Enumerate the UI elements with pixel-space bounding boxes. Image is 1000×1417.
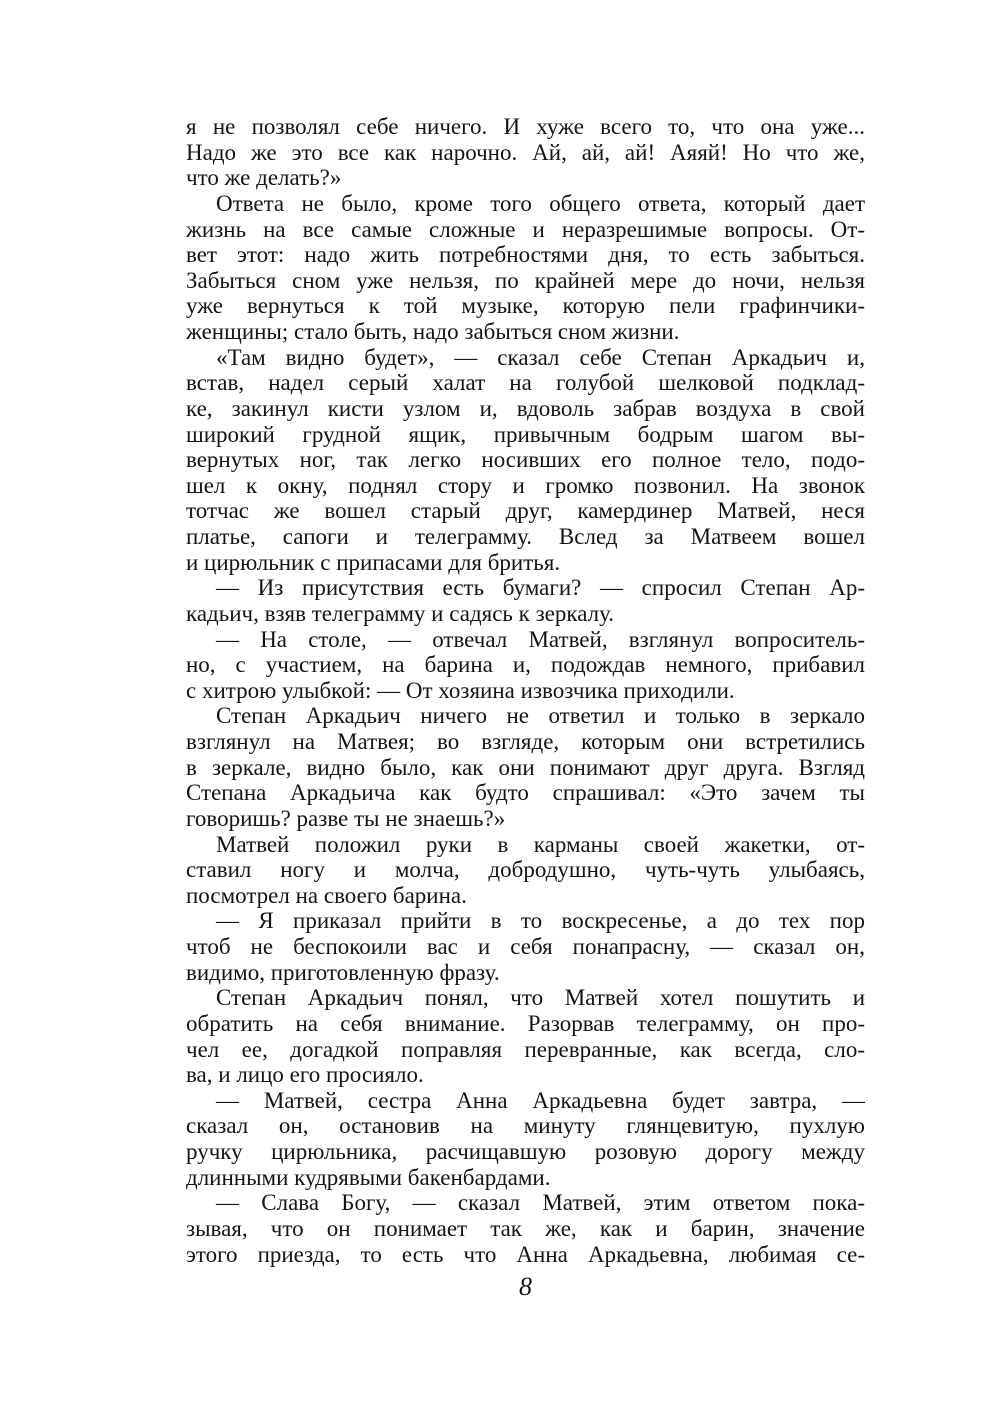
text-line: чтоб не беспокоили вас и себя понапрасну, — сказал он,	[186, 934, 865, 959]
page-number: 8	[519, 1272, 532, 1301]
text-line: взглянул на Матвея; во взгляде, которым они встретились	[186, 729, 865, 754]
text-line: но, с участием, на барина и, подождав немного, прибавил	[186, 652, 865, 678]
text-line: — Я приказал прийти в то воскресенье, а до тех пор	[216, 908, 865, 934]
paragraph	[186, 575, 865, 626]
text-line: «Там видно будет», — сказал себе Степан Аркадьич и,	[216, 344, 865, 370]
text-line: ручку цирюльника, расчищавшую розовую дорогу между	[186, 1139, 865, 1164]
text-line: вернутых ног, так легко носивших его полное тело, подо-	[186, 447, 865, 473]
text-line: этого приезда, то есть что Анна Аркадьевна, любимая се-	[186, 1241, 865, 1267]
paragraph	[186, 114, 865, 191]
text-line: ва, и лицо его просияло.	[186, 1062, 424, 1088]
text-line: чел ее, догадкой поправляя перевранные, как всегда, сло-	[186, 1036, 865, 1062]
text-line: встав, надел серый халат на голубой шелковой подклад-	[186, 370, 865, 396]
text-line: Надо же это все как нарочно. Ай, ай, ай! Аяяй! Но что же,	[186, 139, 865, 165]
paragraph	[186, 985, 865, 1088]
paragraph	[186, 191, 865, 345]
text-line: — Матвей, сестра Анна Аркадьевна будет завтра, —	[216, 1087, 865, 1113]
text-line: широкий грудной ящик, привычным бодрым шагом вы-	[186, 421, 865, 447]
text-line: жизнь на все самые сложные и неразрешимые вопросы. От-	[186, 216, 865, 242]
text-line: уже вернуться к той музыке, которую пели графинчики-	[186, 293, 865, 319]
text-line: Степан Аркадьич ничего не ответил и только в зеркало	[216, 703, 865, 729]
text-line: кадьич, взяв телеграмму и садясь к зеркалу.	[186, 600, 615, 626]
paragraph	[186, 832, 865, 909]
text-line: видимо, приготовленную фразу.	[186, 959, 500, 985]
text-block	[186, 114, 865, 1267]
text-line: зывая, что он понимает так же, как и барин, значение	[186, 1215, 865, 1241]
text-line: платье, сапоги и телеграмму. Вслед за Матвеем вошел	[186, 524, 865, 549]
text-line: тотчас же вошел старый друг, камердинер Матвей, неся	[186, 498, 865, 524]
text-line: — На столе, — отвечал Матвей, взглянул вопроситель-	[216, 626, 865, 652]
text-line: шел к окну, поднял стору и громко позвонил. На звонок	[186, 472, 865, 498]
text-line: Забыться сном уже нельзя, по крайней мере до ночи, нельзя	[186, 267, 865, 293]
text-line: ке, закинул кисти узлом и, вдоволь забрав воздуха в свой	[186, 395, 865, 421]
text-line: что же делать?»	[186, 165, 342, 191]
text-line: посмотрел на своего барина.	[186, 882, 467, 908]
paragraph	[186, 345, 865, 576]
text-line: Степан Аркадьич понял, что Матвей хотел пошутить и	[216, 985, 865, 1011]
paragraph	[186, 1088, 865, 1191]
text-line: я не позволял себе ничего. И хуже всего то, что она уже...	[186, 114, 865, 139]
text-line: Ответа не было, кроме того общего ответа, который дает	[216, 190, 865, 216]
text-line: — Слава Богу, — сказал Матвей, этим ответом пока-	[216, 1190, 865, 1216]
paragraph	[186, 627, 865, 704]
text-line: говоришь? разве ты не знаешь?»	[186, 805, 506, 831]
text-line: с хитрою улыбкой: — От хозяина извозчика приходили.	[186, 677, 735, 703]
text-line: женщины; стало быть, надо забыться сном жизни.	[186, 319, 680, 344]
text-line: — Из присутствия есть бумаги? — спросил Степан Ар-	[216, 575, 865, 601]
text-line: Степана Аркадьича как будто спрашивал: «Это зачем ты	[186, 780, 865, 806]
text-line: вет этот: надо жить потребностями дня, то есть забыться.	[186, 242, 865, 268]
text-line: сказал он, остановив на минуту глянцевитую, пухлую	[186, 1113, 865, 1139]
text-line: длинными кудрявыми бакенбардами.	[186, 1164, 551, 1190]
paragraph	[186, 1190, 865, 1267]
text-line: Матвей положил руки в карманы своей жакетки, от-	[216, 831, 865, 857]
text-line: обратить на себя внимание. Разорвав телеграмму, он про-	[186, 1010, 865, 1036]
paragraph	[186, 703, 865, 831]
text-line: и цирюльник с припасами для бритья.	[186, 549, 561, 575]
paragraph	[186, 908, 865, 985]
text-line: в зеркале, видно было, как они понимают друг друга. Взгляд	[186, 754, 865, 780]
text-line: ставил ногу и молча, добродушно, чуть-чуть улыбаясь,	[186, 857, 865, 883]
